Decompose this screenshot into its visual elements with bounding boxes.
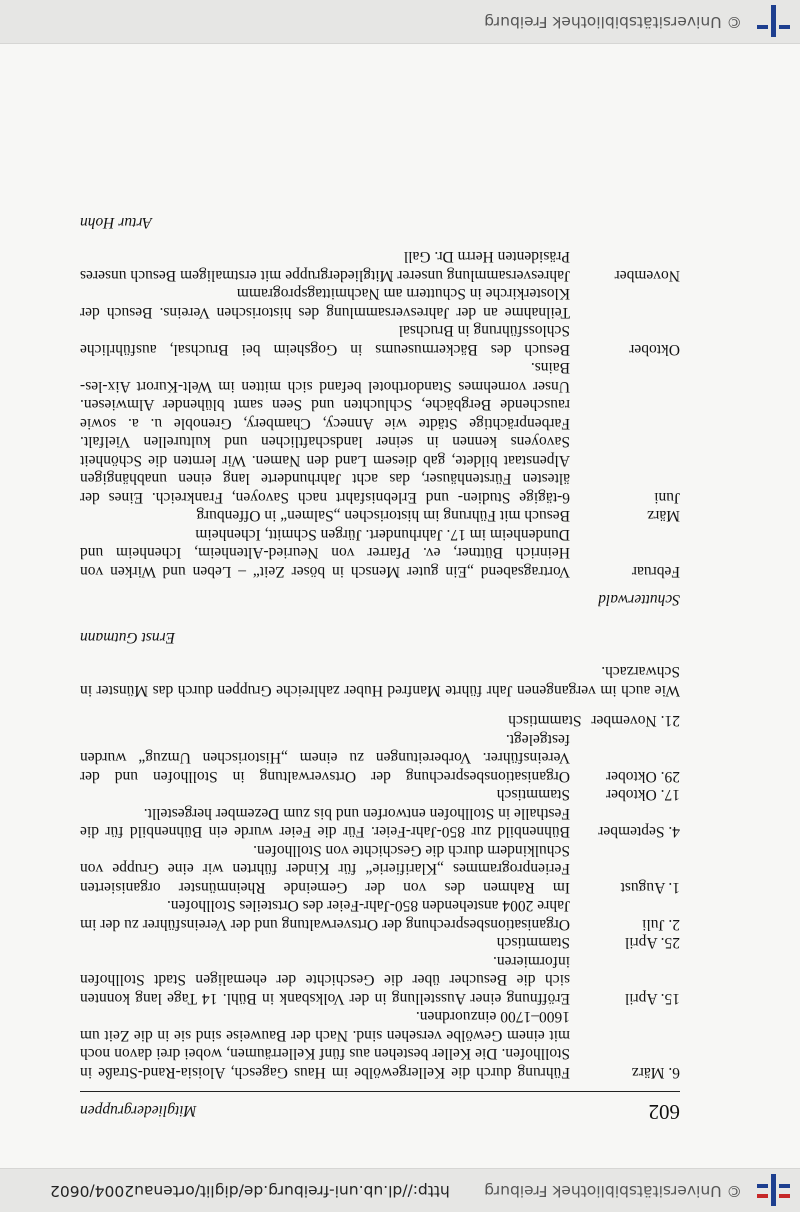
event-entry xyxy=(80,1007,680,1081)
permalink-url[interactable]: http://dl.ub.uni-freiburg.de/diglit/ortenau2004/0602 xyxy=(50,1182,450,1200)
event-text: Bühnenbild zur 850-Jahr-Feier. Für die Feier wurde ein Bühnenbild für die Festhalle in Stollhofen entworfen und bis zum Dezember hergestellt. xyxy=(80,805,570,841)
author-signature: Artur Hohn xyxy=(80,214,152,231)
viewer-top-bar xyxy=(0,1168,800,1212)
event-date: Februar xyxy=(631,563,680,580)
event-text: Organisationsbesprechung der Ortsverwaltung und der Vereinsführer zu der im Jahre 2004 anstehenden 850-Jahr-Feier des Ortsteiles Stollhofen. xyxy=(80,897,570,933)
event-entry xyxy=(80,730,680,786)
page-number: 602 xyxy=(648,1100,680,1124)
event-entry xyxy=(80,841,680,897)
event-text: Besuch des Bäckermuseums in Gogsheim bei Bruchsal, ausführliche Schlossführung in Bruchsal xyxy=(80,322,570,358)
section-stollhofen-entries xyxy=(80,711,680,1081)
group-heading: Schutterwald xyxy=(598,591,680,608)
event-entry xyxy=(80,358,680,506)
event-text: Stammtisch xyxy=(496,934,570,952)
copyright-credit: © Universitätsbibliothek Freiburg xyxy=(484,13,742,31)
author-signature: Ernst Gutmann xyxy=(80,629,176,646)
page-header xyxy=(80,1091,680,1126)
event-date: März xyxy=(647,507,680,525)
event-date: Oktober xyxy=(629,341,680,358)
event-date: 15. April xyxy=(624,990,680,1007)
event-date: 2. Juli xyxy=(642,916,680,933)
copyright-credit: © Universitätsbibliothek Freiburg xyxy=(484,1182,742,1200)
event-text: Stammtisch xyxy=(508,712,582,730)
event-entry xyxy=(80,711,680,730)
event-entry xyxy=(80,321,680,358)
ub-freiburg-logo-icon xyxy=(756,1174,790,1206)
event-entry xyxy=(80,506,680,525)
event-entry xyxy=(80,804,680,841)
event-entry xyxy=(80,247,680,284)
event-date: 29. Oktober xyxy=(605,768,680,785)
event-entry xyxy=(80,952,680,1008)
section-schutterwald-entries xyxy=(80,247,680,580)
viewer-bottom-bar xyxy=(0,0,800,44)
event-date: 17. Oktober xyxy=(605,786,680,804)
running-title: Mitgliedergruppen xyxy=(80,1102,197,1119)
closing-paragraph: Wie auch im vergangenen Jahr führte Manfred Huber zahlreiche Gruppen durch das Münster in Schwarzach. xyxy=(80,663,680,699)
event-text: Vortragsabend „Ein guter Mensch in böser Zeit“ – Leben und Wirken von Heinrich Büttner, ev. Pfarrer von Neuried-Altenheim, Ichenheim und Dundenheim im 17. Jahrhundert. Jürgen Schmitt, Ichenheim xyxy=(80,526,570,580)
event-date: 21. November xyxy=(591,712,680,730)
event-entry xyxy=(80,284,680,321)
event-text: Besuch mit Führung im historischen „Salmen“ in Offenburg xyxy=(196,507,570,525)
event-text: Stammtisch xyxy=(496,786,570,804)
event-date: 6. März xyxy=(631,1064,680,1081)
event-text: Organisationsbesprechung der Ortsverwaltung in Stollhofen und der Vereinsführer. Vorbereitungen zu einem „Historischen Umzug“ wurden festgelegt. xyxy=(80,731,570,785)
event-text: Im Rahmen des von der Gemeinde Rheinmünster organisierten Ferienprogrammes „Klarifierie“ für Kinder führten wir eine Gruppe von Schulkindern durch die Geschichte von Stollhofen. xyxy=(80,842,570,896)
event-text: Teilnahme an der Jahresversammlung des historischen Vereins. Besuch der Klosterkirche in Schuttern am Nachmittagsprogramm xyxy=(80,285,570,321)
ub-freiburg-logo-icon xyxy=(756,5,790,37)
book-page xyxy=(80,213,680,1126)
event-date: 1. August xyxy=(620,879,680,896)
event-entry xyxy=(80,525,680,581)
event-text: 6-tägige Studien- und Erlebnisfahrt nach Savoyen, Frankreich. Eines der ältesten Fürstenhäuser, das acht Jahrhunderte lang einen unabhängigen Alpenstaat bildete, gab diesem Land den Namen. Wir lernten die Schönheit Savoyens kennen in seiner landschaftlichen und kulturellen Vielfalt. Farbenprächtige Städte wie Annecy, Chambery, Grenoble u. a. sowie rauschende Bergbäche, Schluchten und Seen samt blühender Almwiesen. Unser vornehmes Standorthotel befand sich mitten im Welt-Kurort Aix-les-Bains. xyxy=(80,359,570,506)
event-date: 25. April xyxy=(624,934,680,952)
event-date: November xyxy=(614,267,680,284)
event-date: Juni xyxy=(654,489,680,506)
event-date: 4. September xyxy=(598,823,680,841)
event-text: Führung durch die Kellergewölbe im Haus Gagesch, Aloisia-Rand-Straße in Stollhofen. Die Keller bestehen aus fünf Kellerräumen, wobei drei davon noch mit einem Gewölbe versehen sind. Nach der Bauweise sind sie in die Zeit um 1600–1700 einzuordnen. xyxy=(80,1008,570,1081)
event-entry xyxy=(80,933,680,952)
event-text: Jahresversammlung unserer Mitgliedergruppe mit erstmaligem Besuch unseres Präsidenten Herrn Dr. Gall xyxy=(80,248,570,284)
event-text: Eröffnung einer Ausstellung in der Volksbank in Bühl. 14 Tage lang konnten sich die Besucher über die Geschichte der ehemaligen Stadt Stollhofen informieren. xyxy=(80,953,570,1007)
event-entry xyxy=(80,896,680,933)
event-entry xyxy=(80,785,680,804)
